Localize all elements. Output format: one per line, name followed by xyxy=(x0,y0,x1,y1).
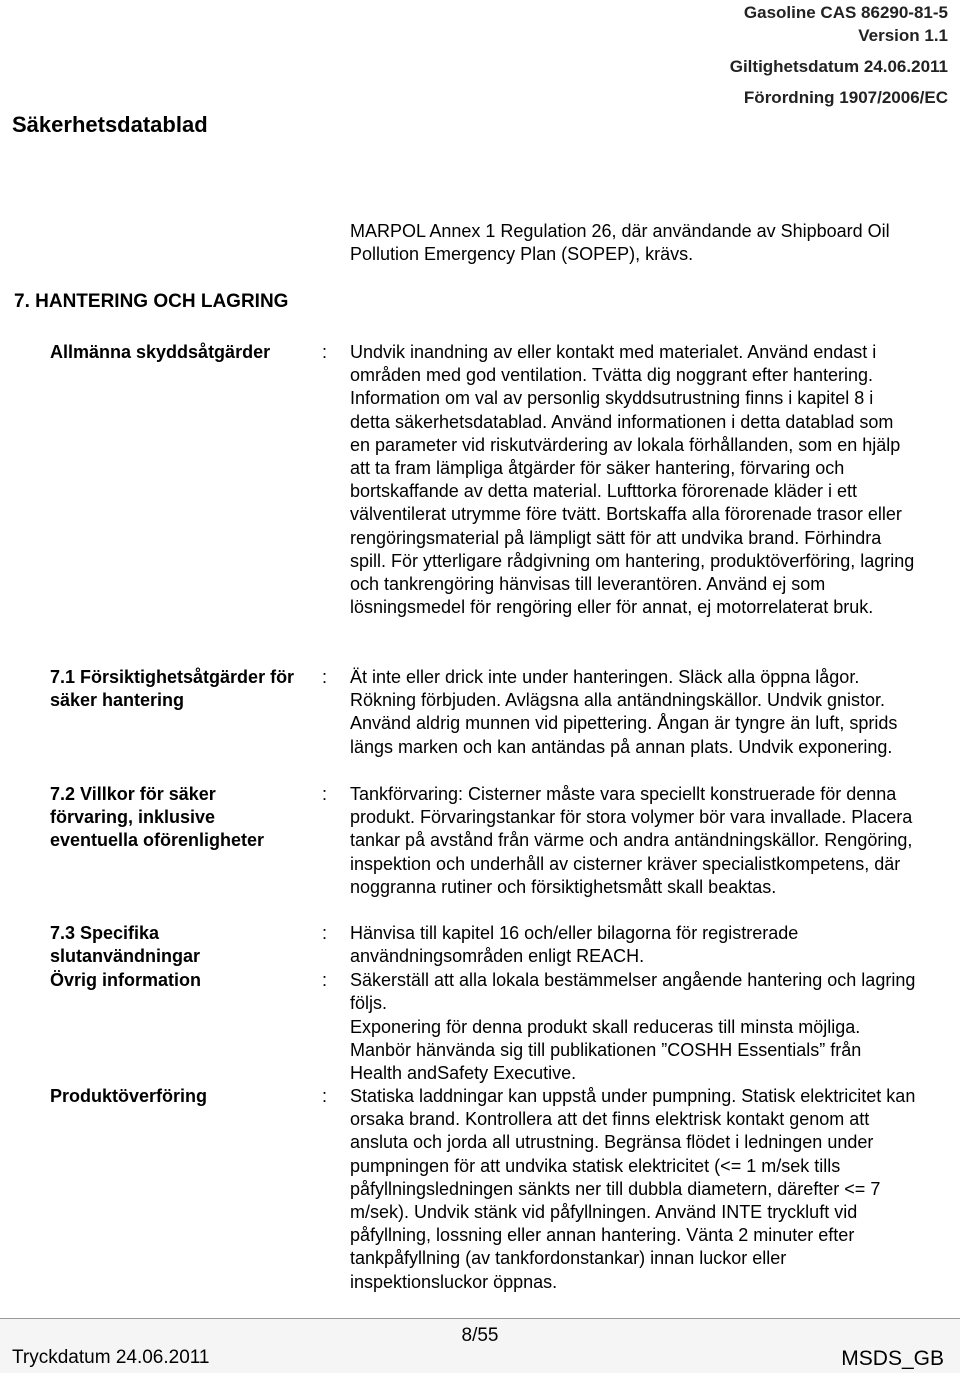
entry-text: Säkerställ att alla lokala bestämmelser angående hantering och lagring följs. xyxy=(350,970,916,1014)
page-number: 8/55 xyxy=(461,1325,499,1346)
version-label: Version 1.1 xyxy=(858,26,948,45)
entry-text: Statiska laddningar kan uppstå under pumpning. Statisk elektricitet kan orsaka brand. Kontrollera att det finns elektrisk kontakt genom att ansluta och jorda all utrustning. Begränsa flödet i ledningen under pumpningen för att undvika statisk elektricitet (<= 1 m/sek tills påfyllningsledningen sänkts ner till dubbla diametern, därefter <= 7 m/sek). Undvik stänk vid påfyllningen. Använd INTE tryckluft vid påfyllning, lossning eller annan hantering. Vänta 2 minuter efter tankpåfyllning (av tankfordonstankar) innan luckor eller inspektionsluckor öppnas. xyxy=(350,1086,916,1292)
entry-label: 7.1 Försiktighetsåtgärder för säker hantering xyxy=(50,667,295,711)
validity-date: Giltighetsdatum 24.06.2011 xyxy=(729,57,948,76)
entry-colon: : xyxy=(322,923,328,943)
entry-label: Övrig information xyxy=(50,970,202,990)
document-title: Säkerhetsdatablad xyxy=(12,112,208,137)
entry-label: 7.3 Specifika slutanvändningar xyxy=(50,923,201,967)
entry-colon: : xyxy=(322,1086,328,1106)
page-footer xyxy=(0,1318,960,1373)
marpol-note: MARPOL Annex 1 Regulation 26, där användande av Shipboard Oil Pollution Emergency Plan (SOPEP), krävs. xyxy=(350,221,890,264)
entry-text: Hänvisa till kapitel 16 och/eller bilagorna för registrerade användningsområden enligt REACH. xyxy=(350,923,799,967)
entry-label: Allmänna skyddsåtgärder xyxy=(50,342,271,362)
print-date: Tryckdatum 24.06.2011 xyxy=(12,1347,210,1368)
document-code: MSDS_GB xyxy=(841,1347,944,1370)
entry-colon: : xyxy=(322,784,328,804)
entry-text-continued: Exponering för denna produkt skall reduceras till minsta möjliga. Manbör hänvända sig till publikationen ”COSHH Essentials” från Health andSafety Executive. xyxy=(350,1017,862,1084)
entry-label: Produktöverföring xyxy=(50,1086,208,1106)
section-title: 7. HANTERING OCH LAGRING xyxy=(14,291,289,312)
product-name: Gasoline CAS 86290-81-5 xyxy=(743,3,948,22)
entry-colon: : xyxy=(322,342,328,362)
entry-label: 7.2 Villkor för säker förvaring, inklusive eventuella oförenligheter xyxy=(50,784,265,851)
entry-text: Ät inte eller drick inte under hanteringen. Släck alla öppna lågor. Rökning förbjuden. Avlägsna alla antändningskällor. Undvik gnistor. Använd aldrig munnen vid pipettering. Ångan är tyngre än luft, sprids längs marken och kan antändas på annan plats. Undvik exponering. xyxy=(350,667,898,757)
document-header xyxy=(730,2,948,118)
entry-text: Undvik inandning av eller kontakt med materialet. Använd endast i områden med god ventilation. Tvätta dig noggrant efter hantering. Information om val av personlig skyddsutrustning finns i kapitel 8 i detta säkerhetsdatablad. Använd informationen i detta datablad som en parameter vid riskutvärdering av lokala förhållanden, som en hjälp att ta fram lämpliga åtgärder för säker hantering, förvaring och bortskaffande av detta material. Lufttorka förorenade kläder i ett välventilerat utrymme före tvätt. Bortskaffa alla förorenade trasor eller rengöringsmaterial på lämpligt sätt för att undvika brand. Förhindra spill. För ytterligare rådgivning om hantering, produktöverföring, lagring och tankrengöring hänvisas till leverantören. Använd ej som lösningsmedel för rengöring eller för annat, ej motorrelaterat bruk. xyxy=(350,342,915,618)
entry-colon: : xyxy=(322,970,328,990)
entry-text: Tankförvaring: Cisterner måste vara speciellt konstruerade för denna produkt. Förvaringstankar för stora volymer bör vara invallade. Placera tankar på avstånd från värme och andra antändningskällor. Rengöring, inspektion och underhåll av cisterner kräver specialistkompetens, där noggranna rutiner och försiktighetsmått skall beaktas. xyxy=(350,784,913,897)
entry-colon: : xyxy=(322,667,328,687)
regulation-label: Förordning 1907/2006/EC xyxy=(743,88,948,107)
